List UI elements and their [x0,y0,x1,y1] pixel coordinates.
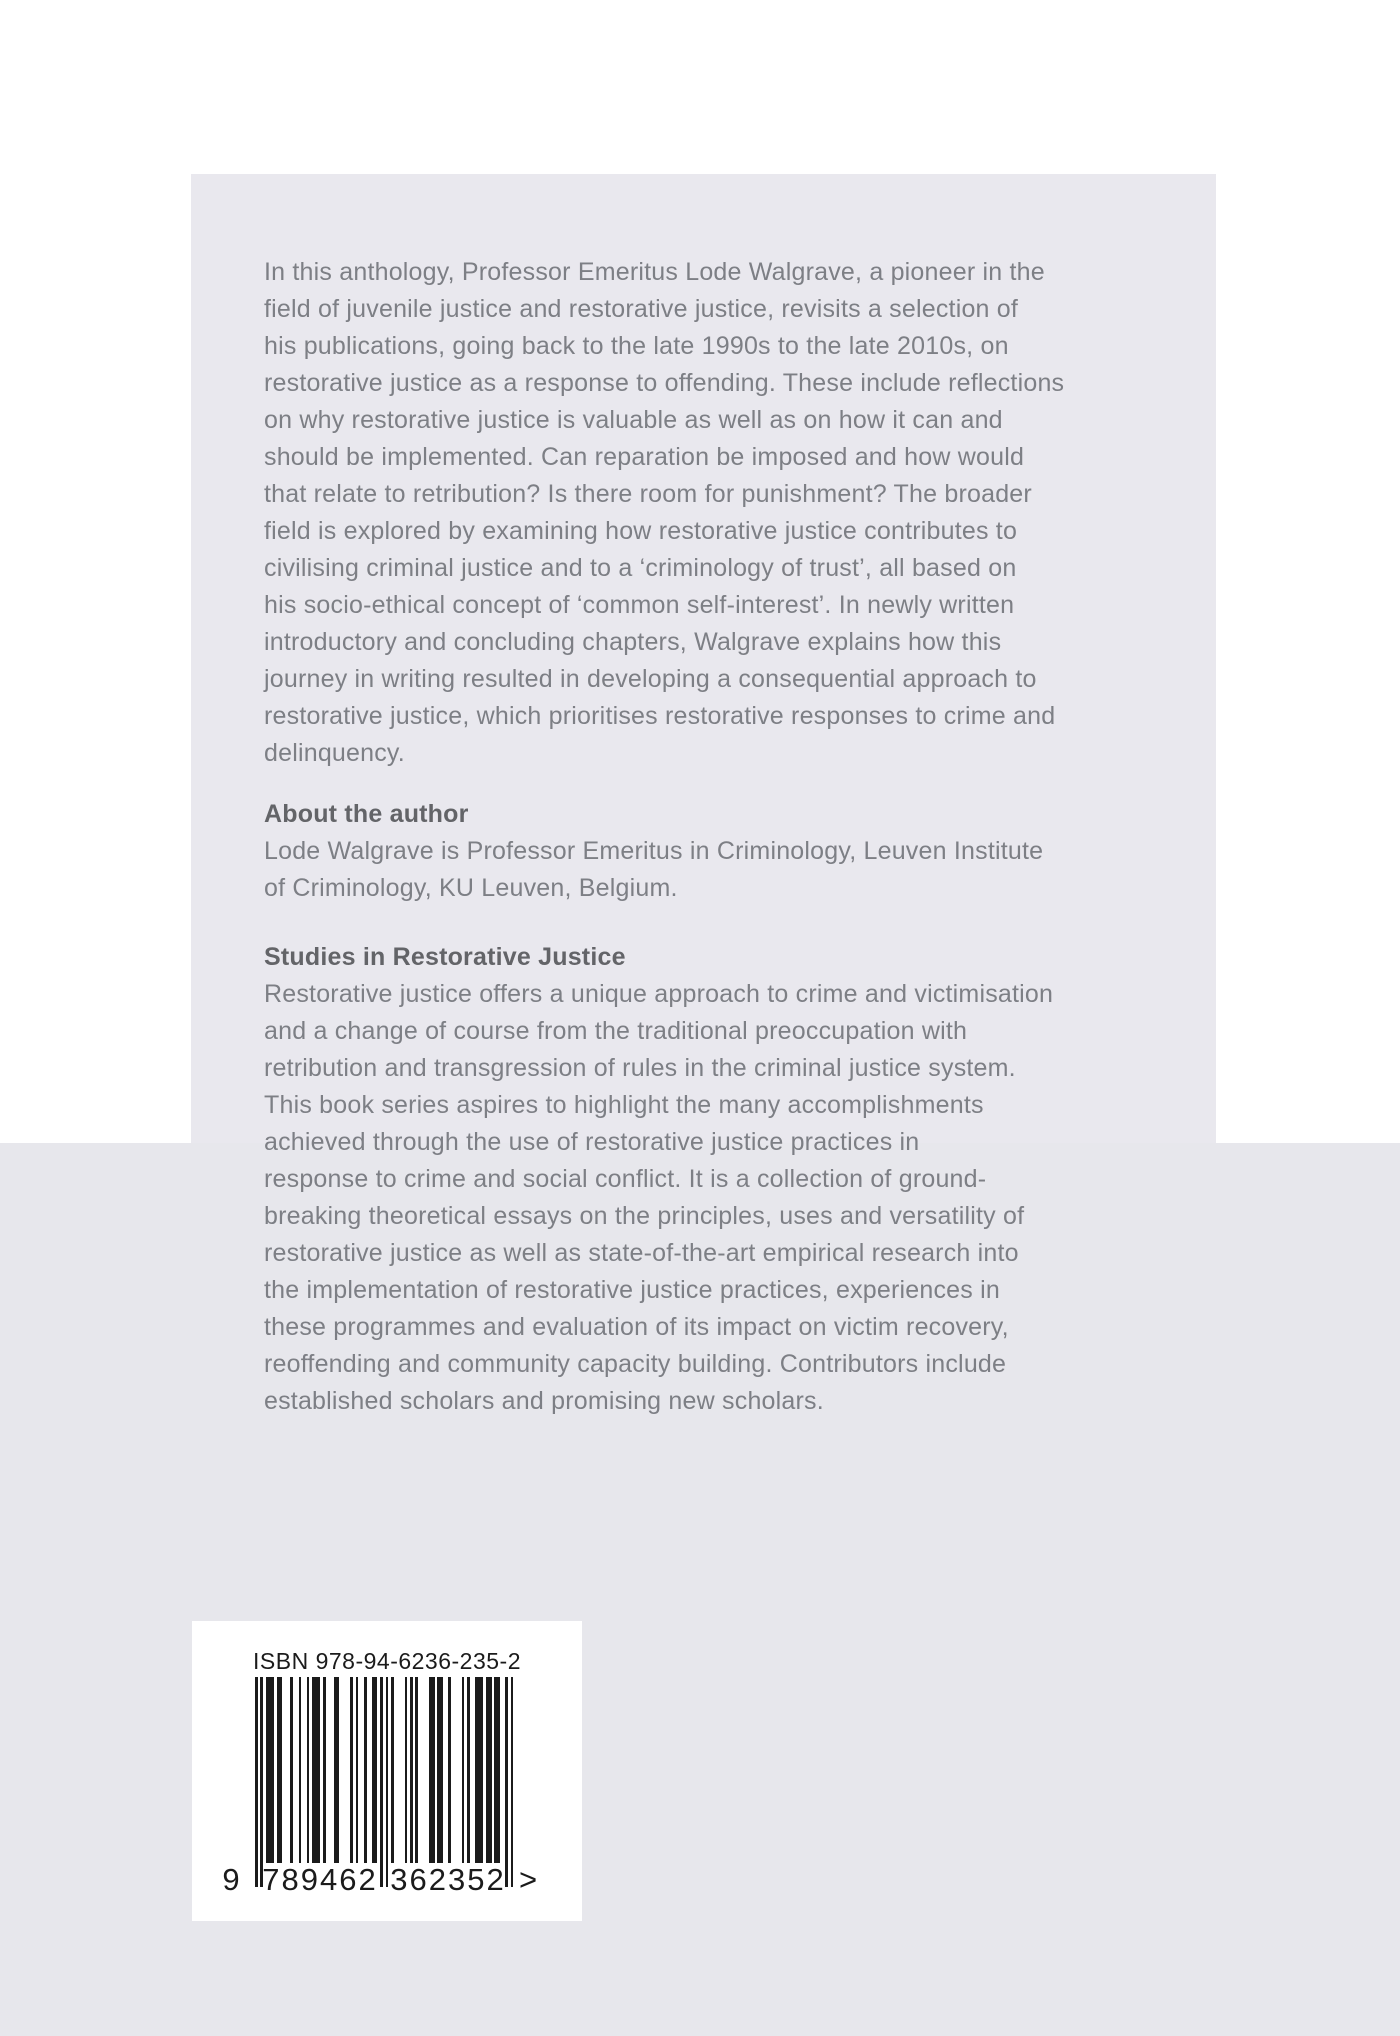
text-line: civilising criminal justice and to a ‘criminology of trust’, all based on [264,554,1017,582]
about-author-heading: About the author [264,800,469,828]
text-line: This book series aspires to highlight the many accomplishments [264,1091,984,1119]
barcode-bar [505,1677,508,1887]
barcode-bar [255,1677,258,1887]
barcode-bar [307,1677,310,1863]
series-text [264,976,1164,1420]
text-line: and a change of course from the traditional preoccupation with [264,1017,968,1045]
text-line: reoffending and community capacity building. Contributors include [264,1350,1007,1378]
text-line: introductory and concluding chapters, Walgrave explains how this [264,628,1002,656]
barcode-bar [312,1677,320,1863]
text-line: restorative justice as well as state-of-the-art empirical research into [264,1239,1019,1267]
barcode-bar [391,1677,394,1863]
isbn-barcode-box [192,1621,582,1921]
barcode-bar [372,1677,377,1863]
text-line: Restorative justice offers a unique approach to crime and victimisation [264,980,1054,1008]
barcode-bar [494,1677,499,1863]
text-line: should be implemented. Can reparation be imposed and how would [264,443,1025,471]
text-line: restorative justice as a response to offending. These include reflections [264,369,1065,397]
barcode-bar [350,1677,353,1863]
text-line: achieved through the use of restorative justice practices in [264,1128,920,1156]
barcode-quiet-zone-arrow: > [518,1862,538,1897]
text-line: retribution and transgression of rules in the criminal justice system. [264,1054,1016,1082]
barcode-bar [467,1677,470,1863]
barcode-bar [462,1677,465,1863]
barcode-bar [410,1677,413,1863]
synopsis-paragraph [264,254,1164,772]
barcode-bar [380,1677,383,1887]
text-line: on why restorative justice is valuable as well as on how it can and [264,406,1003,434]
barcode-bar [448,1677,451,1863]
text-line: field is explored by examining how restorative justice contributes to [264,517,1018,545]
barcode-bar [277,1677,282,1863]
barcode-bar [356,1677,359,1863]
series-section [264,939,1164,1420]
text-line: response to crime and social conflict. It is a collection of ground- [264,1165,987,1193]
text-line: his socio-ethical concept of ‘common self-interest’. In newly written [264,591,1015,619]
barcode-bar [260,1677,263,1887]
barcode-bar [429,1677,434,1863]
text-line: In this anthology, Professor Emeritus Lode Walgrave, a pioneer in the [264,258,1045,286]
isbn-label: ISBN 978-94-6236-235-2 [253,1648,521,1674]
barcode-digits-left-group: 789462 [262,1862,378,1897]
about-author-section [264,796,1164,907]
text-column [264,254,1164,1420]
text-line: that relate to retribution? Is there room for punishment? The broader [264,480,1032,508]
barcode-bar [511,1677,514,1887]
text-line: delinquency. [264,739,405,767]
text-line: field of juvenile justice and restorative justice, revisits a selection of [264,295,1019,323]
barcode-bar [364,1677,367,1863]
barcode-bar [475,1677,483,1863]
text-line: restorative justice, which prioritises restorative responses to crime and [264,702,1056,730]
barcode-bar [437,1677,442,1863]
text-line: established scholars and promising new scholars. [264,1387,824,1415]
text-line: Lode Walgrave is Professor Emeritus in Criminology, Leuven Institute [264,837,1044,865]
text-line: these programmes and evaluation of its impact on victim recovery, [264,1313,1009,1341]
barcode-bar [415,1677,418,1863]
barcode-bar [299,1677,302,1863]
series-heading: Studies in Restorative Justice [264,943,626,971]
text-line: of Criminology, KU Leuven, Belgium. [264,874,678,902]
text-line: his publications, going back to the late 1990s to the late 2010s, on [264,332,1009,360]
barcode-bar [386,1677,389,1887]
barcode-digits-right-group: 362352 [390,1862,506,1897]
ean13-barcode [255,1677,514,1887]
barcode-bar [290,1677,293,1863]
barcode-digit-lead: 9 [222,1862,240,1897]
text-line: breaking theoretical essays on the principles, uses and versatility of [264,1202,1025,1230]
barcode-bar [486,1677,491,1863]
barcode-bar [266,1677,274,1863]
barcode-bar [323,1677,326,1863]
about-author-text [264,833,1164,907]
barcode-bar [405,1677,408,1863]
text-line: the implementation of restorative justice practices, experiences in [264,1276,1000,1304]
barcode-bar [334,1677,339,1863]
text-line: journey in writing resulted in developing a consequential approach to [264,665,1037,693]
